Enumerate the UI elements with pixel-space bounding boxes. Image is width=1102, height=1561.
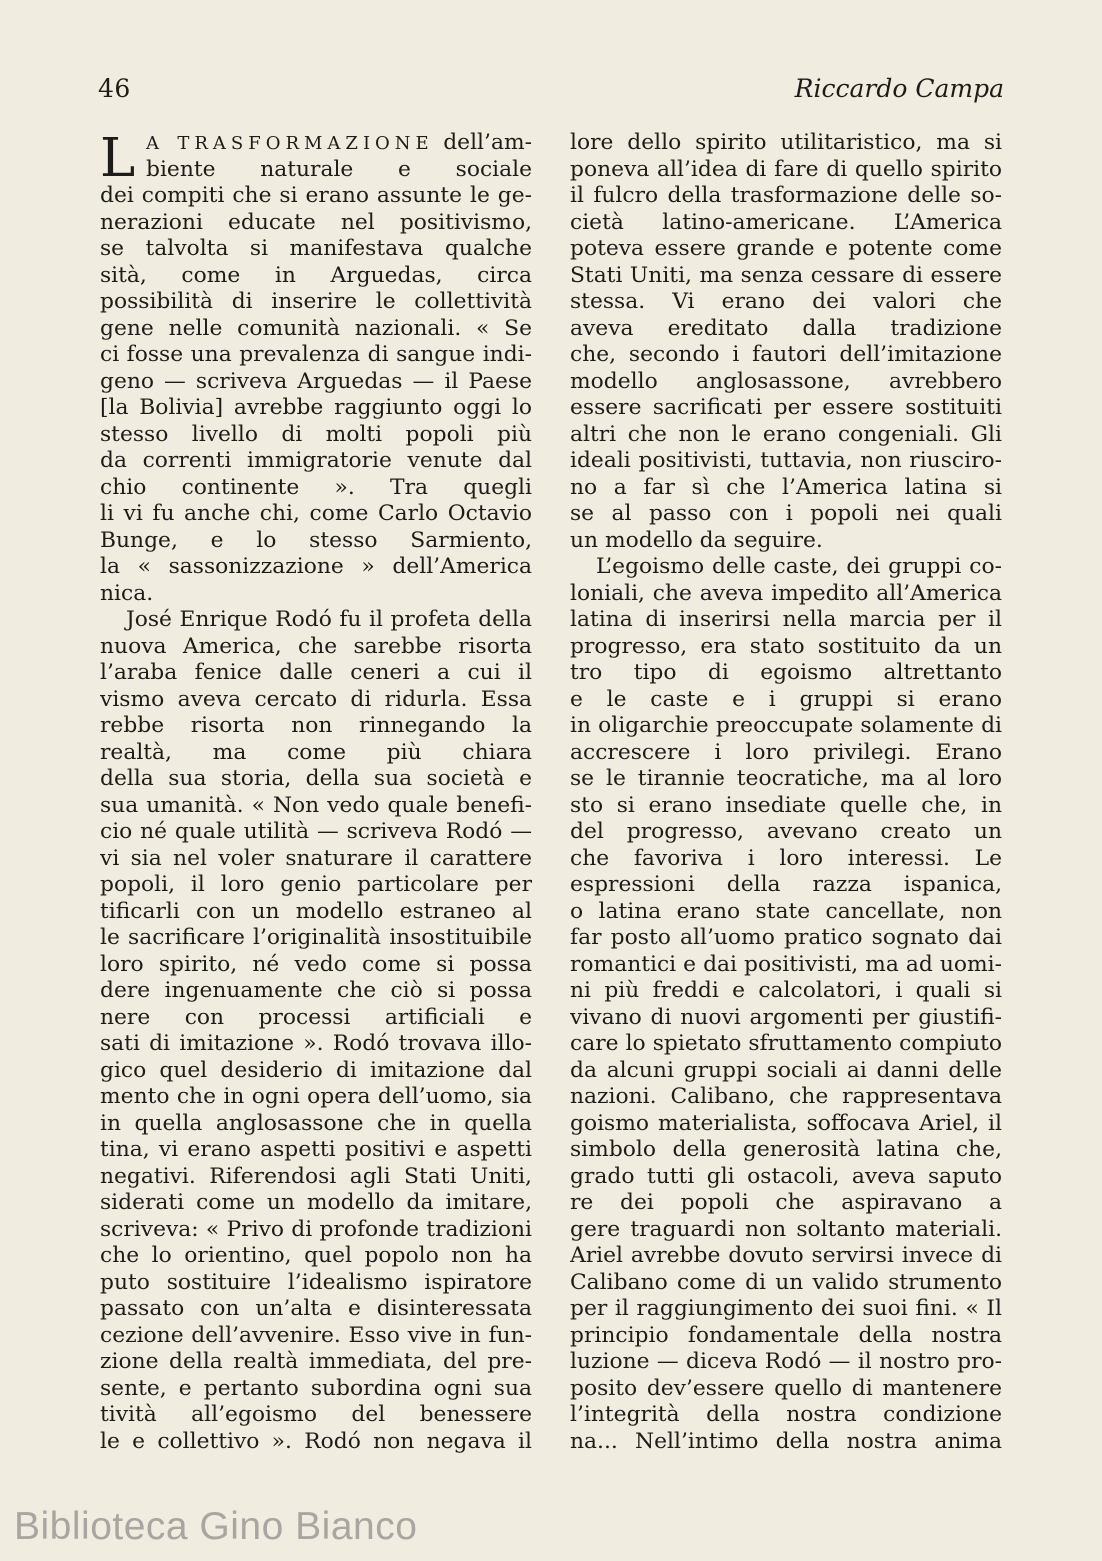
text-line: José Enrique Rodó fu il profeta della — [126, 607, 532, 632]
text-line: poteva essere grande e potente come — [570, 236, 1002, 261]
text-line: dei compiti che si erano assunte le ge- — [100, 183, 532, 208]
text-line: ni più freddi e calcolatori, i quali si — [570, 978, 1002, 1003]
text-line: vivano di nuovi argomenti per giustifi- — [570, 1004, 1002, 1030]
text-line: realtà, ma come più chiara — [100, 739, 532, 765]
text-line: gico quel desiderio di imitazione dal — [100, 1057, 532, 1083]
text-line: modello anglosassone, avrebbero — [570, 368, 1002, 394]
text-line: vi sia nel voler snaturare il carattere — [100, 845, 532, 871]
text-line: e le caste e i gruppi si erano — [570, 686, 1002, 712]
text-line: della sua storia, della sua società e — [100, 766, 532, 791]
text-line: stesso livello di molti popoli più — [100, 421, 532, 447]
text-line: le sacrificare l’originalità insostituibile — [100, 925, 532, 950]
text-line: se le tirannie teocratiche, ma al loro — [570, 766, 1002, 791]
text-line: le e collettivo ». Rodó non negava il — [100, 1428, 532, 1454]
text-line: nere con processi artificiali e — [100, 1004, 532, 1030]
text-line: chio continente ». Tra quegli — [100, 474, 532, 500]
text-line: romantici e dai positivisti, ma ad uomi- — [570, 951, 1002, 977]
text-line: nazioni. Calibano, che rappresentava — [570, 1084, 1002, 1109]
text-line: essere sacrificati per essere sostituiti — [570, 395, 1002, 420]
text-line: da correnti immigratorie venute dal — [100, 448, 532, 473]
text-line: espressioni della razza ispanica, — [570, 872, 1002, 897]
text-line: ci fosse una prevalenza di sangue indi- — [100, 342, 532, 367]
text-line: li vi fu anche chi, come Carlo Octavio — [100, 501, 532, 526]
text-line: mento che in ogni opera dell’uomo, sia — [100, 1084, 532, 1109]
text-line: o latina erano state cancellate, non — [570, 898, 1002, 924]
text-line: se al passo con i popoli nei quali — [570, 501, 1002, 526]
text-line: puto sostituire l’idealismo ispiratore — [100, 1269, 532, 1295]
text-line: se talvolta si manifestava qualche — [100, 236, 532, 261]
text-line: simbolo della generosità latina che, — [570, 1137, 1002, 1162]
text-line: gere traguardi non soltanto materiali. — [570, 1216, 1002, 1242]
text-line: il fulcro della trasformazione delle so- — [570, 183, 1002, 208]
text-line: popoli, il loro genio particolare per — [100, 872, 532, 897]
text-line: che favoriva i loro interessi. Le — [570, 845, 1002, 871]
text-line: possibilità di inserire le collettività — [100, 289, 532, 314]
text-line: gene nelle comunità nazionali. « Se — [100, 315, 532, 341]
text-line: che, secondo i fautori dell’imitazione — [570, 342, 1002, 367]
text-line: da alcuni gruppi sociali ai danni delle — [570, 1057, 1002, 1083]
text-line: del progresso, avevano creato un — [570, 819, 1002, 844]
text-line: biente naturale e sociale — [146, 156, 532, 182]
text-line: zione della realtà immediata, del pre- — [100, 1349, 532, 1374]
text-line: in quella anglosassone che in quella — [100, 1110, 532, 1136]
text-line: Bunge, e lo stesso Sarmiento, — [100, 527, 532, 553]
text-line: dere ingenuamente che ciò si possa — [100, 978, 532, 1003]
text-line: nerazioni educate nel positivismo, — [100, 209, 532, 235]
left-column — [100, 130, 532, 1455]
text-line: accrescere i loro privilegi. Erano — [570, 739, 1002, 765]
text-line: stessa. Vi erano dei valori che — [570, 289, 1002, 314]
text-line: Ariel avrebbe dovuto servirsi invece di — [570, 1243, 1002, 1268]
text-line: loro spirito, né vedo come si possa — [100, 951, 532, 977]
text-line: passato con un’alta e disinteressata — [100, 1296, 532, 1321]
text-line: [la Bolivia] avrebbe raggiunto oggi lo — [100, 395, 532, 420]
text-line: siderati come un modello da imitare, — [100, 1190, 532, 1215]
text-line: L’egoismo delle caste, dei gruppi co- — [596, 554, 1002, 579]
text-line: tificarli con un modello estraneo al — [100, 898, 532, 924]
text-line: goismo materialista, soffocava Ariel, il — [570, 1110, 1002, 1136]
text-line: na... Nell’intimo della nostra anima — [570, 1428, 1002, 1454]
text-line: nuova America, che sarebbe risorta — [100, 633, 532, 659]
text-line: principio fondamentale della nostra — [570, 1322, 1002, 1348]
right-column — [570, 130, 1002, 1455]
text-line: Stati Uniti, ma senza cessare di essere — [570, 262, 1002, 288]
text-line: tro tipo di egoismo altrettanto — [570, 660, 1002, 685]
text-line: ideali positivisti, tuttavia, non riusciro- — [570, 448, 1002, 473]
text-line: poneva all’idea di fare di quello spirito — [570, 156, 1002, 182]
running-head-author: Riccardo Campa — [794, 74, 1004, 103]
text-line: scriveva: « Privo di profonde tradizioni — [100, 1216, 532, 1242]
text-line: cio né quale utilità — scriveva Rodó — — [100, 819, 532, 844]
text-line: luzione — diceva Rodó — il nostro pro- — [570, 1349, 1002, 1374]
text-line: latina di inserirsi nella marcia per il — [570, 607, 1002, 632]
text-line: progresso, era stato sostituito da un — [570, 633, 1002, 659]
library-watermark: Biblioteca Gino Bianco — [14, 1505, 418, 1548]
text-line: re dei popoli che aspiravano a — [570, 1190, 1002, 1215]
text-line: sua umanità. « Non vedo quale benefi- — [100, 792, 532, 818]
text-line: altri che non le erano congeniali. Gli — [570, 421, 1002, 447]
text-line: no a far sì che l’America latina si — [570, 474, 1002, 500]
text-line: l’araba fenice dalle ceneri a cui il — [100, 660, 532, 685]
text-line: negativi. Riferendosi agli Stati Uniti, — [100, 1163, 532, 1189]
text-line: far posto all’uomo pratico sognato dai — [570, 925, 1002, 950]
text-line: vismo aveva cercato di ridurla. Essa — [100, 686, 532, 712]
text-line: A TRASFORMAZIONE dell’am- — [146, 130, 532, 155]
text-line: posito dev’essere quello di mantenere — [570, 1375, 1002, 1401]
text-line: che lo orientino, quel popolo non ha — [100, 1243, 532, 1268]
text-line: tività all’egoismo del benessere — [100, 1402, 532, 1427]
text-line: cietà latino-americane. L’America — [570, 209, 1002, 235]
text-line: sità, come in Arguedas, circa — [100, 262, 532, 288]
text-line: Calibano come di un valido strumento — [570, 1269, 1002, 1295]
text-line: sente, e pertanto subordina ogni sua — [100, 1375, 532, 1401]
text-line: tina, vi erano aspetti positivi e aspetti — [100, 1137, 532, 1162]
text-line: cezione dell’avvenire. Esso vive in fun- — [100, 1322, 532, 1348]
text-line: in oligarchie preoccupate solamente di — [570, 713, 1002, 738]
text-line: grado tutti gli ostacoli, aveva saputo — [570, 1163, 1002, 1189]
text-line: sati di imitazione ». Rodó trovava illo- — [100, 1031, 532, 1056]
text-line: sto si erano insediate quelle che, in — [570, 792, 1002, 818]
text-line: care lo spietato sfruttamento compiuto — [570, 1031, 1002, 1056]
drop-cap: L — [100, 128, 136, 189]
page-number: 46 — [98, 74, 131, 103]
text-line: nica. — [100, 580, 154, 606]
text-line: loniali, che aveva impedito all’America — [570, 580, 1002, 606]
text-line: lore dello spirito utilitaristico, ma si — [570, 130, 1002, 155]
text-line: la « sassonizzazione » dell’America — [100, 554, 532, 579]
opening-smallcaps: A TRASFORMAZIONE — [146, 133, 434, 154]
text-line: l’integrità della nostra condizione — [570, 1402, 1002, 1427]
text-line: rebbe risorta non rinnegando la — [100, 713, 532, 738]
text-line: un modello da seguire. — [570, 527, 823, 553]
text-line: geno — scriveva Arguedas — il Paese — [100, 368, 532, 394]
text-line: aveva ereditato dalla tradizione — [570, 315, 1002, 341]
page-header — [98, 74, 1004, 108]
text-line: per il raggiungimento dei suoi fini. « Il — [570, 1296, 1002, 1321]
